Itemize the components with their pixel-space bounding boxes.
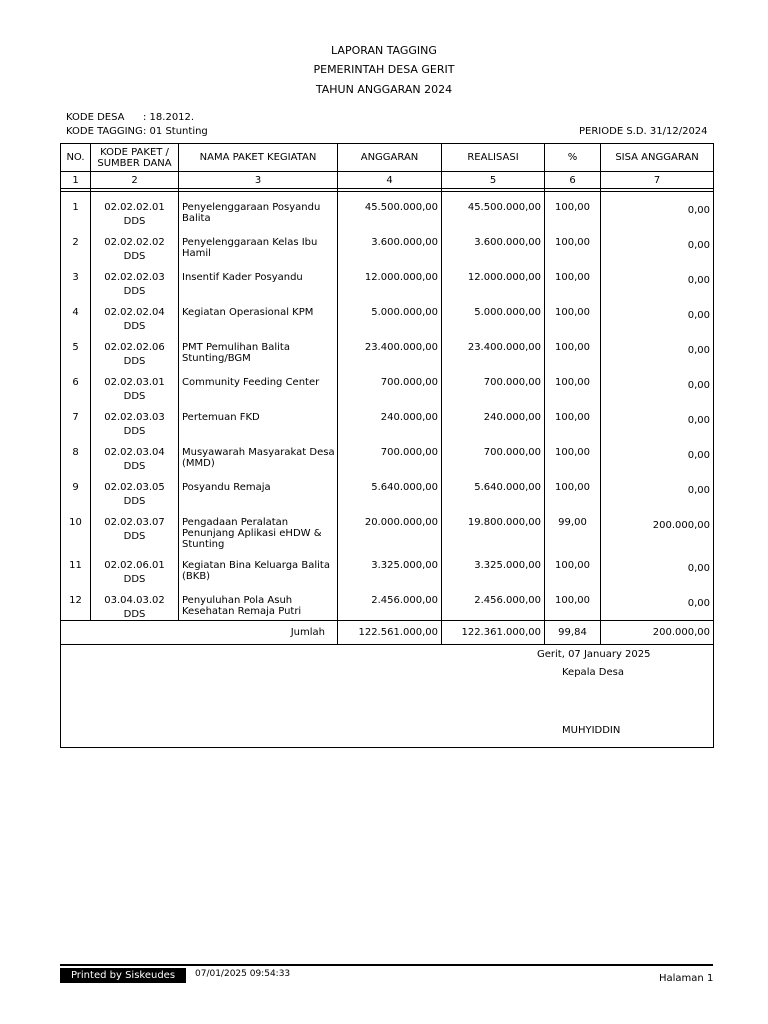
col-kode bbox=[91, 144, 179, 172]
row-realisasi: 3.325.000,00 bbox=[442, 550, 545, 585]
row-no: 7 bbox=[61, 402, 91, 437]
signature-role: Kepala Desa bbox=[562, 667, 624, 678]
signature-name: MUHYIDDIN bbox=[562, 725, 621, 736]
row-kode-code: 02.02.03.05 bbox=[104, 482, 165, 493]
row-realisasi: 45.500.000,00 bbox=[442, 192, 545, 228]
row-anggaran: 2.456.000,00 bbox=[338, 585, 442, 621]
row-sisa: 0,00 bbox=[601, 585, 714, 621]
total-label: Jumlah bbox=[61, 621, 338, 645]
row-kode bbox=[91, 262, 179, 297]
row-nama: Kegiatan Operasional KPM bbox=[179, 297, 338, 332]
row-kode-code: 03.04.03.02 bbox=[104, 595, 165, 606]
row-nama: Kegiatan Bina Keluarga Balita (BKB) bbox=[179, 550, 338, 585]
row-kode-code: 02.02.03.01 bbox=[104, 377, 165, 388]
col-number: 2 bbox=[91, 172, 179, 189]
row-nama: PMT Pemulihan Balita Stunting/BGM bbox=[179, 332, 338, 367]
row-no: 8 bbox=[61, 437, 91, 472]
row-persen: 100,00 bbox=[545, 367, 601, 402]
row-anggaran: 700.000,00 bbox=[338, 437, 442, 472]
row-sumber-dana: DDS bbox=[123, 461, 146, 472]
row-no: 1 bbox=[61, 192, 91, 228]
row-anggaran: 45.500.000,00 bbox=[338, 192, 442, 228]
row-sisa: 0,00 bbox=[601, 367, 714, 402]
row-kode-code: 02.02.02.02 bbox=[104, 237, 165, 248]
row-realisasi: 700.000,00 bbox=[442, 437, 545, 472]
signature-cell bbox=[61, 645, 714, 748]
table-row bbox=[61, 437, 714, 472]
row-sisa: 0,00 bbox=[601, 472, 714, 507]
row-sisa: 0,00 bbox=[601, 262, 714, 297]
col-number: 5 bbox=[442, 172, 545, 189]
table-row bbox=[61, 262, 714, 297]
row-sisa: 0,00 bbox=[601, 297, 714, 332]
row-nama: Penyelenggaraan Posyandu Balita bbox=[179, 192, 338, 228]
row-kode bbox=[91, 585, 179, 621]
row-persen: 100,00 bbox=[545, 332, 601, 367]
row-no: 11 bbox=[61, 550, 91, 585]
row-sisa: 0,00 bbox=[601, 402, 714, 437]
row-anggaran: 3.325.000,00 bbox=[338, 550, 442, 585]
row-no: 10 bbox=[61, 507, 91, 550]
row-persen: 100,00 bbox=[545, 402, 601, 437]
row-kode-code: 02.02.02.04 bbox=[104, 307, 165, 318]
row-no: 6 bbox=[61, 367, 91, 402]
signature-date: Gerit, 07 January 2025 bbox=[537, 649, 651, 660]
row-realisasi: 2.456.000,00 bbox=[442, 585, 545, 621]
row-no: 4 bbox=[61, 297, 91, 332]
row-nama: Musyawarah Masyarakat Desa (MMD) bbox=[179, 437, 338, 472]
row-kode-code: 02.02.06.01 bbox=[104, 560, 165, 571]
row-persen: 100,00 bbox=[545, 297, 601, 332]
kode-desa-value: : 18.2012. bbox=[143, 112, 195, 123]
row-realisasi: 700.000,00 bbox=[442, 367, 545, 402]
row-nama: Community Feeding Center bbox=[179, 367, 338, 402]
row-sumber-dana: DDS bbox=[123, 321, 146, 332]
row-persen: 99,00 bbox=[545, 507, 601, 550]
row-kode bbox=[91, 550, 179, 585]
row-sisa: 0,00 bbox=[601, 550, 714, 585]
row-sumber-dana: DDS bbox=[123, 574, 146, 585]
col-anggaran: ANGGARAN bbox=[338, 144, 442, 172]
footer-rule bbox=[60, 964, 713, 966]
col-number: 7 bbox=[601, 172, 714, 189]
row-sumber-dana: DDS bbox=[123, 496, 146, 507]
total-realisasi: 122.361.000,00 bbox=[442, 621, 545, 645]
table-row bbox=[61, 550, 714, 585]
row-anggaran: 20.000.000,00 bbox=[338, 507, 442, 550]
row-realisasi: 3.600.000,00 bbox=[442, 227, 545, 262]
row-kode bbox=[91, 297, 179, 332]
table-row bbox=[61, 507, 714, 550]
row-anggaran: 240.000,00 bbox=[338, 402, 442, 437]
signature-row bbox=[61, 645, 714, 748]
row-nama: Insentif Kader Posyandu bbox=[179, 262, 338, 297]
row-nama: Pertemuan FKD bbox=[179, 402, 338, 437]
column-header-row bbox=[61, 144, 714, 172]
row-realisasi: 5.640.000,00 bbox=[442, 472, 545, 507]
row-persen: 100,00 bbox=[545, 437, 601, 472]
row-no: 3 bbox=[61, 262, 91, 297]
print-timestamp: 07/01/2025 09:54:33 bbox=[195, 969, 291, 979]
row-anggaran: 3.600.000,00 bbox=[338, 227, 442, 262]
total-persen: 99,84 bbox=[545, 621, 601, 645]
row-kode bbox=[91, 367, 179, 402]
printed-by-label: Printed by Siskeudes bbox=[60, 968, 186, 983]
column-number-row bbox=[61, 172, 714, 189]
col-number: 3 bbox=[179, 172, 338, 189]
row-realisasi: 12.000.000,00 bbox=[442, 262, 545, 297]
row-sisa: 0,00 bbox=[601, 192, 714, 228]
row-realisasi: 240.000,00 bbox=[442, 402, 545, 437]
row-sisa: 0,00 bbox=[601, 437, 714, 472]
table-row bbox=[61, 332, 714, 367]
table-row bbox=[61, 297, 714, 332]
row-persen: 100,00 bbox=[545, 227, 601, 262]
row-persen: 100,00 bbox=[545, 550, 601, 585]
kode-desa-label: KODE DESA bbox=[66, 112, 125, 123]
row-kode-code: 02.02.03.04 bbox=[104, 447, 165, 458]
periode-label: PERIODE S.D. 31/12/2024 bbox=[579, 126, 708, 137]
row-anggaran: 700.000,00 bbox=[338, 367, 442, 402]
col-sisa: SISA ANGGARAN bbox=[601, 144, 714, 172]
row-kode bbox=[91, 192, 179, 228]
row-persen: 100,00 bbox=[545, 192, 601, 228]
row-no: 2 bbox=[61, 227, 91, 262]
row-realisasi: 5.000.000,00 bbox=[442, 297, 545, 332]
col-number: 4 bbox=[338, 172, 442, 189]
table-body bbox=[61, 192, 714, 621]
kode-tagging-value: : 01 Stunting bbox=[143, 126, 208, 137]
row-anggaran: 5.000.000,00 bbox=[338, 297, 442, 332]
row-sumber-dana: DDS bbox=[123, 609, 146, 620]
table-row bbox=[61, 585, 714, 621]
row-no: 9 bbox=[61, 472, 91, 507]
col-realisasi: REALISASI bbox=[442, 144, 545, 172]
row-kode-code: 02.02.02.03 bbox=[104, 272, 165, 283]
table-row bbox=[61, 367, 714, 402]
row-realisasi: 23.400.000,00 bbox=[442, 332, 545, 367]
row-kode-code: 02.02.03.03 bbox=[104, 412, 165, 423]
tagging-table bbox=[60, 143, 714, 748]
row-nama: Penyelenggaraan Kelas Ibu Hamil bbox=[179, 227, 338, 262]
row-kode bbox=[91, 507, 179, 550]
row-sumber-dana: DDS bbox=[123, 356, 146, 367]
row-anggaran: 23.400.000,00 bbox=[338, 332, 442, 367]
report-fiscal-year: TAHUN ANGGARAN 2024 bbox=[315, 83, 453, 96]
col-number: 6 bbox=[545, 172, 601, 189]
row-kode-code: 02.02.03.07 bbox=[104, 517, 165, 528]
row-no: 12 bbox=[61, 585, 91, 621]
row-kode-code: 02.02.02.01 bbox=[104, 202, 165, 213]
table-row bbox=[61, 402, 714, 437]
row-kode bbox=[91, 227, 179, 262]
kode-tagging-label: KODE TAGGING bbox=[66, 126, 143, 137]
row-persen: 100,00 bbox=[545, 472, 601, 507]
row-sumber-dana: DDS bbox=[123, 216, 146, 227]
col-nama: NAMA PAKET KEGIATAN bbox=[179, 144, 338, 172]
row-anggaran: 5.640.000,00 bbox=[338, 472, 442, 507]
row-no: 5 bbox=[61, 332, 91, 367]
row-sumber-dana: DDS bbox=[123, 391, 146, 402]
row-kode bbox=[91, 472, 179, 507]
table-row bbox=[61, 227, 714, 262]
col-no: NO. bbox=[61, 144, 91, 172]
page-number: Halaman 1 bbox=[659, 973, 714, 984]
row-sumber-dana: DDS bbox=[123, 251, 146, 262]
row-sumber-dana: DDS bbox=[123, 286, 146, 297]
row-sisa: 0,00 bbox=[601, 227, 714, 262]
row-kode bbox=[91, 402, 179, 437]
row-kode bbox=[91, 332, 179, 367]
report-government: PEMERINTAH DESA GERIT bbox=[313, 63, 455, 76]
table-row bbox=[61, 192, 714, 228]
col-kode-line1: KODE PAKET / bbox=[100, 146, 169, 158]
row-nama: Penyuluhan Pola Asuh Kesehatan Remaja Putri bbox=[179, 585, 338, 621]
row-realisasi: 19.800.000,00 bbox=[442, 507, 545, 550]
col-kode-line2: SUMBER DANA bbox=[97, 157, 172, 169]
total-anggaran: 122.561.000,00 bbox=[338, 621, 442, 645]
total-sisa: 200.000,00 bbox=[601, 621, 714, 645]
row-sisa: 200.000,00 bbox=[601, 507, 714, 550]
row-sisa: 0,00 bbox=[601, 332, 714, 367]
report-title: LAPORAN TAGGING bbox=[331, 44, 437, 57]
col-persen: % bbox=[545, 144, 601, 172]
col-number: 1 bbox=[61, 172, 91, 189]
row-persen: 100,00 bbox=[545, 262, 601, 297]
table-row bbox=[61, 472, 714, 507]
row-anggaran: 12.000.000,00 bbox=[338, 262, 442, 297]
row-nama: Pengadaan Peralatan Penunjang Aplikasi eHDW & Stunting bbox=[179, 507, 338, 550]
row-persen: 100,00 bbox=[545, 585, 601, 621]
total-row bbox=[61, 621, 714, 645]
row-nama: Posyandu Remaja bbox=[179, 472, 338, 507]
row-kode bbox=[91, 437, 179, 472]
row-sumber-dana: DDS bbox=[123, 426, 146, 437]
row-sumber-dana: DDS bbox=[123, 531, 146, 542]
row-kode-code: 02.02.02.06 bbox=[104, 342, 165, 353]
